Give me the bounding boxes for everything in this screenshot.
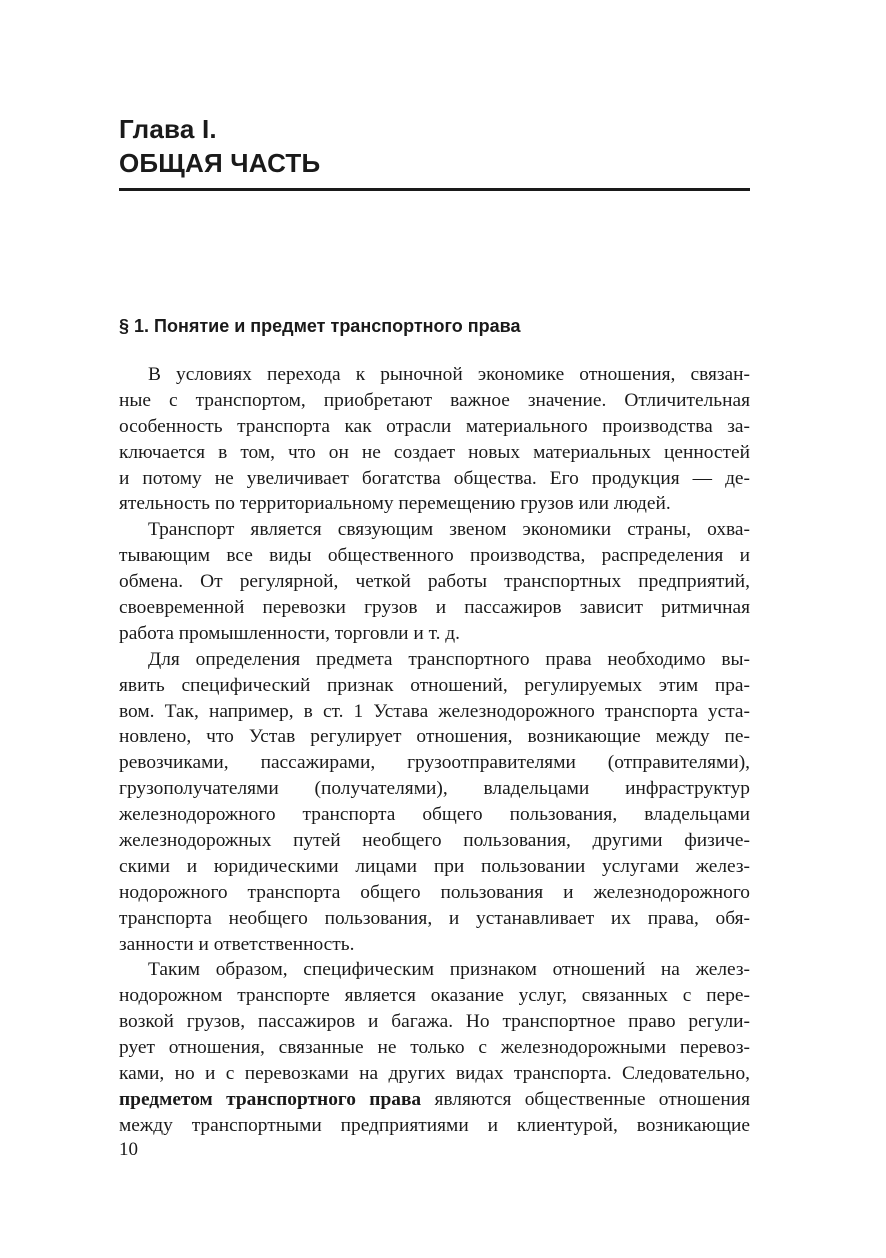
chapter-divider <box>119 188 750 191</box>
text-line: железнодорожного транспорта общего пользования, владельцами <box>119 804 750 826</box>
paragraph-1 <box>119 362 750 517</box>
text-line: ные с транспортом, приобретают важное значение. Отличительная <box>119 389 750 411</box>
text-line: нодорожного транспорта общего пользования и железнодорожного <box>119 881 750 903</box>
text-line: скими и юридическими лицами при пользовании услугами желез- <box>119 855 750 877</box>
text-line: явить специфический признак отношений, регулируемых этим пра- <box>119 674 750 696</box>
text-line: своевременной перевозки грузов и пассажиров зависит ритмичная <box>119 597 750 619</box>
text-line: Таким образом, специфическим признаком отношений на желез- <box>148 959 750 981</box>
paragraph-4 <box>119 957 750 1138</box>
text-line: ками, но и с перевозками на других видах транспорта. Следовательно, <box>119 1063 750 1085</box>
text-line: и потому не увеличивает богатства общества. Его продукция — де- <box>119 467 750 489</box>
text-line: рует отношения, связанные не только с железнодорожными перевоз- <box>119 1037 750 1059</box>
text-line: между транспортными предприятиями и клиентурой, возникающие <box>119 1114 750 1136</box>
text-line: ятельность по территориальному перемещению грузов или людей. <box>119 493 671 515</box>
chapter-label: Глава I. <box>119 114 217 144</box>
text-line: занности и ответственность. <box>119 933 355 955</box>
text-line: транспорта необщего пользования, и устанавливает их права, обя- <box>119 907 750 929</box>
text-line: тывающим все виды общественного производства, распределения и <box>119 545 750 567</box>
text-line: Для определения предмета транспортного права необходимо вы- <box>148 648 750 670</box>
text-line: ревозчиками, пассажирами, грузоотправителями (отправителями), <box>119 752 750 774</box>
text-line: Транспорт является связующим звеном экономики страны, охва- <box>148 519 750 541</box>
text-line: особенность транспорта как отрасли материального производства за- <box>119 415 750 437</box>
text-line: возкой грузов, пассажиров и багажа. Но транспортное право регули- <box>119 1011 750 1033</box>
term-continuation: являются общественные отношения <box>421 1088 751 1110</box>
paragraph-3 <box>119 647 750 958</box>
text-line-with-term <box>119 1087 750 1113</box>
text-line: обмена. От регулярной, четкой работы транспортных предприятий, <box>119 571 750 593</box>
text-line: железнодорожных путей необщего пользования, другими физиче- <box>119 830 750 852</box>
section-title: § 1. Понятие и предмет транспортного права <box>119 316 521 336</box>
text-line: грузополучателями (получателями), владельцами инфраструктур <box>119 778 750 800</box>
paragraph-2 <box>119 517 750 646</box>
text-line: новлено, что Устав регулирует отношения, возникающие между пе- <box>119 726 750 748</box>
text-line: работа промышленности, торговли и т. д. <box>119 622 460 644</box>
defined-term: предметом транспортного права <box>119 1088 422 1110</box>
text-line: вом. Так, например, в ст. 1 Устава железнодорожного транспорта уста- <box>119 700 750 722</box>
text-line: ключается в том, что он не создает новых материальных ценностей <box>119 441 750 463</box>
chapter-heading <box>119 112 750 180</box>
body-text <box>119 362 750 1139</box>
text-line: нодорожном транспорте является оказание услуг, связанных с пере- <box>119 985 750 1007</box>
chapter-title: ОБЩАЯ ЧАСТЬ <box>119 148 321 178</box>
page-number: 10 <box>119 1139 138 1160</box>
text-line: В условиях перехода к рыночной экономике отношения, связан- <box>148 364 750 385</box>
